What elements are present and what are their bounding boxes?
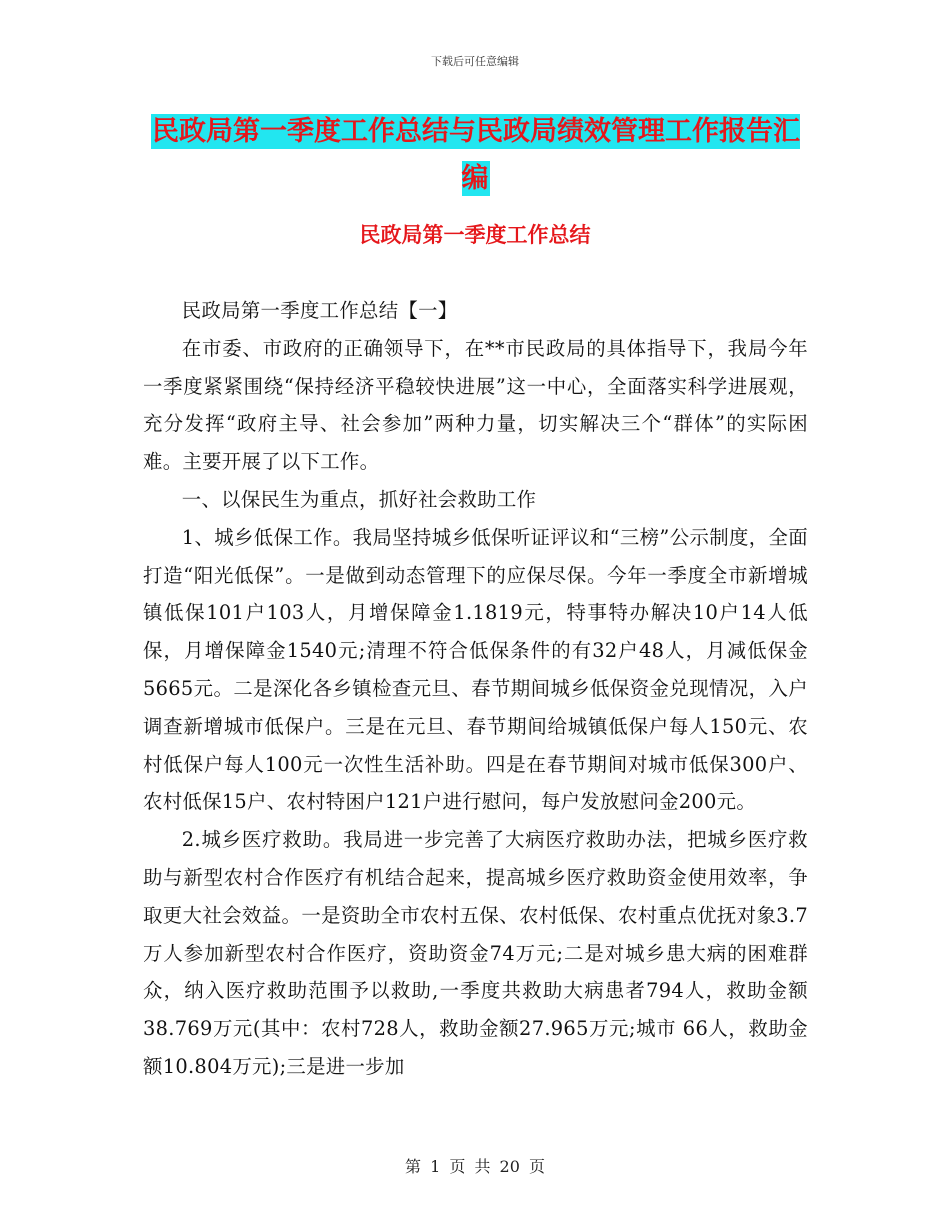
document-title [143,108,808,202]
page-number-footer: 第 1 页 共 20 页 [405,1157,545,1176]
paragraph: 1、城乡低保工作。我局坚持城乡低保听证评议和“三榜”公示制度，全面打造“阳光低保”。一是做到动态管理下的应保尽保。今年一季度全市新增城镇低保101户103人，月增保障金1.1819元，特事特办解决10户14人低保，月增保障金1540元;清理不符合低保条件的有32户48人，月减低保金5665元。二是深化各乡镇检查元旦、春节期间城乡低保资金兑现情况，入户调查新增城市低保户。三是在元旦、春节期间给城镇低保户每人150元、农村低保户每人100元一次性生活补助。四是在春节期间对城市低保300户、农村低保15户、农村特困户121户进行慰问，每户发放慰问金200元。 [143,525,808,814]
section-title: 民政局第一季度工作总结 [359,223,591,247]
paragraph: 民政局第一季度工作总结【一】 [181,299,458,322]
document-body [143,292,808,1086]
paragraph: 在市委、市政府的正确领导下，在**市民政局的具体指导下，我局今年一季度紧紧围绕“保持经济平稳较快进展”这一中心，全面落实科学进展观，充分发挥“政府主导、社会参加”两种力量，切实解决三个“群体”的实际困难。主要开展了以下工作。 [143,336,808,474]
paragraph: 2.城乡医疗救助。我局进一步完善了大病医疗救助办法，把城乡医疗救助与新型农村合作医疗有机结合起来，提高城乡医疗救助资金使用效率，争取更大社会效益。一是资助全市农村五保、农村低保、农村重点优抚对象3.7万人参加新型农村合作医疗，资助资金74万元;二是对城乡患大病的困难群众，纳入医疗救助范围予以救助,一季度共救助大病患者794人，救助金额38.769万元(其中：农村728人，救助金额27.965万元;城市 66人，救助金额10.804万元);三是进一步加 [143,828,808,1078]
document-title-text: 民政局第一季度工作总结与民政局绩效管理工作报告汇编 [152,116,800,194]
page-header-note: 下载后可任意编辑 [431,55,519,68]
paragraph: 一、以保民生为重点，抓好社会救助工作 [181,487,537,511]
